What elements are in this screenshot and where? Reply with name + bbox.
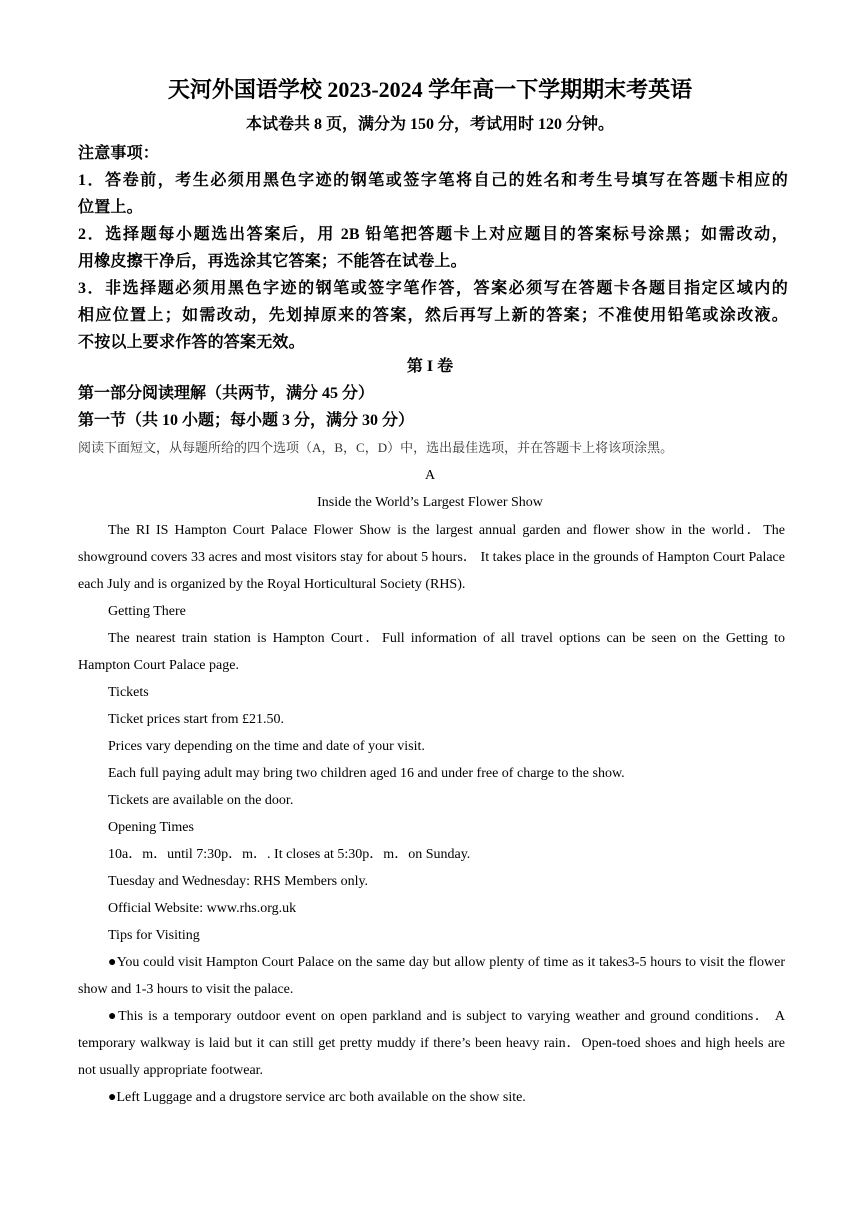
tip-item: ●You could visit Hampton Court Palace on the same day but allow plenty of time as it takes3-5 hours to visit the flower show and 1-3 hours to visit the palace.: [78, 955, 785, 997]
passage-paragraph: The RI IS Hampton Court Palace Flower Show is the largest annual garden and flower show in the world．The showground covers 33 acres and most visitors stay for about 5 hours． It takes place in the grounds of Hampton Court Palace each July and is organized by the Royal Horticultural Society (RHS).: [78, 523, 785, 592]
notes-line: 位置上。: [78, 199, 143, 216]
notes-line: 不按以上要求作答的答案无效。: [78, 334, 305, 351]
part-heading: 第一部分阅读理解（共两节，满分 45 分）: [78, 385, 375, 402]
tip-item: ●This is a temporary outdoor event on open parkland and is subject to varying weather and ground conditions． A temporary walkway is laid but it can still get pretty muddy if there’s been heavy rain．Open-toed shoes and high heels are not usually appropriate footwear.: [78, 1009, 785, 1078]
section-subheading: Tips for Visiting: [108, 928, 200, 943]
tip-item: ●Left Luggage and a drugstore service arc both available on the show site.: [108, 1090, 526, 1105]
section-heading: 第一节（共 10 小题；每小题 3 分，满分 30 分）: [78, 412, 415, 429]
exam-title: 天河外国语学校 2023-2024 学年高一下学期期末考英语: [167, 77, 693, 102]
passage-title: Inside the World’s Largest Flower Show: [317, 495, 543, 510]
ticket-info-line: Tickets are available on the door.: [108, 793, 294, 808]
ticket-info-line: Prices vary depending on the time and date of your visit.: [108, 739, 425, 754]
exam-subtitle: 本试卷共 8 页，满分为 150 分，考试用时 120 分钟。: [245, 116, 614, 133]
notes-line: 2．选择题每小题选出答案后，用 2B 铅笔把答题卡上对应题目的答案标号涂黑；如需改动，: [78, 226, 788, 243]
section-subheading: Tickets: [108, 685, 149, 700]
passage-letter: A: [424, 468, 436, 483]
instruction-text: 阅读下面短文，从每题所给的四个选项（A，B，C，D）中，选出最佳选项，并在答题卡上将该项涂黑。: [78, 440, 674, 455]
section-subheading: Getting There: [108, 604, 186, 619]
passage-paragraph: The nearest train station is Hampton Court．Full information of all travel options can be seen on the Getting to Hampton Court Palace page.: [78, 631, 785, 673]
notes-line: 用橡皮擦干净后，再选涂其它答案；不能答在试卷上。: [78, 253, 467, 270]
passage-body: [78, 517, 785, 1111]
volume-heading: 第 I 卷: [406, 358, 454, 375]
section-subheading: Opening Times: [108, 820, 194, 835]
ticket-info-line: Each full paying adult may bring two children aged 16 and under free of charge to the show.: [108, 766, 625, 781]
ticket-info-line: Ticket prices start from £21.50.: [108, 712, 285, 727]
notes-line: 3．非选择题必须用黑色字迹的钢笔或签字笔作答，答案必须写在答题卡各题目指定区域内的: [78, 280, 788, 297]
notes-line: 1．答卷前，考生必须用黑色字迹的钢笔或签字笔将自己的姓名和考生号填写在答题卡相应的: [78, 172, 788, 189]
opening-info-line: Tuesday and Wednesday: RHS Members only.: [108, 874, 369, 889]
opening-info-line: 10a．m．until 7:30p．m．. It closes at 5:30p．m．on Sunday.: [108, 847, 471, 862]
notes-heading: 注意事项：: [78, 145, 160, 162]
opening-info-line: Official Website: www.rhs.org.uk: [108, 901, 297, 916]
notes-section: [78, 140, 788, 356]
notes-line: 相应位置上；如需改动，先划掉原来的答案，然后再写上新的答案；不准使用铅笔或涂改液。: [78, 307, 788, 324]
